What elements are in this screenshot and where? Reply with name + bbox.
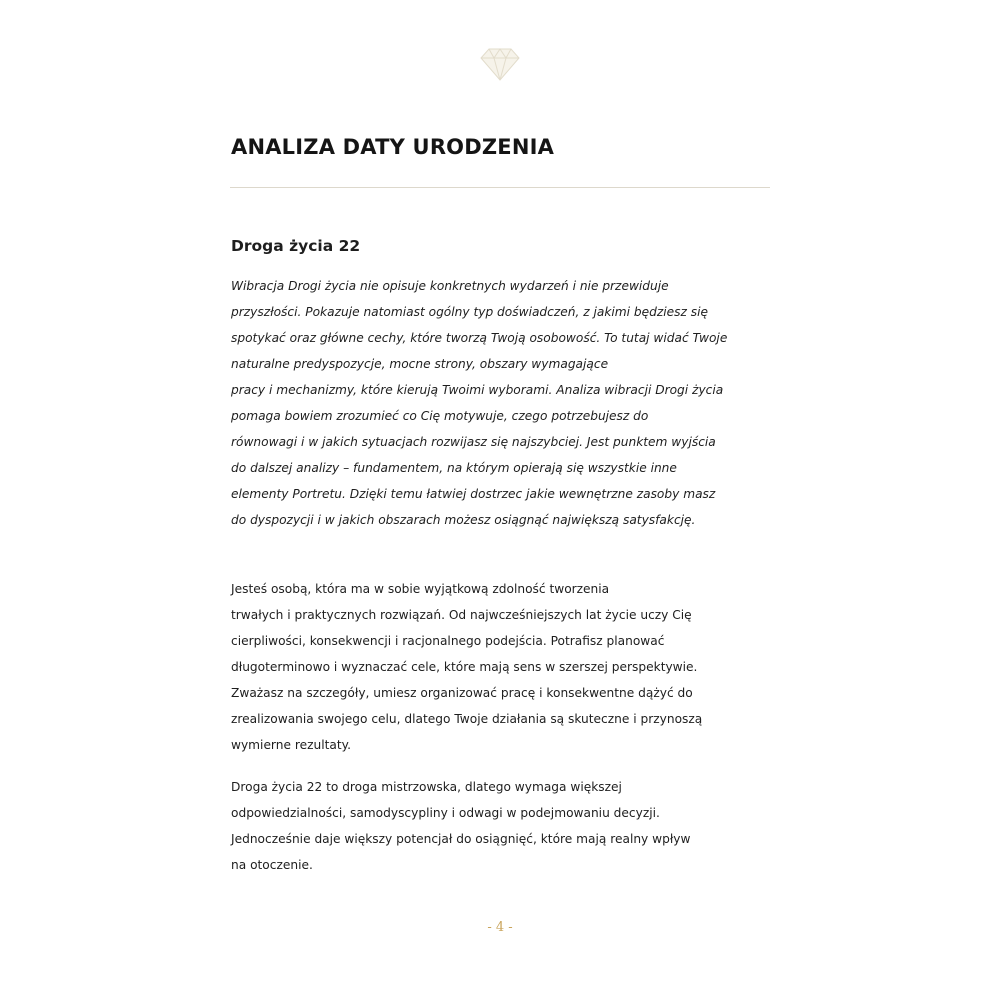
text-line: do dyspozycji i w jakich obszarach możesz osiągnąć największą satysfakcję.	[231, 513, 696, 527]
text-line: elementy Portretu. Dzięki temu łatwiej dostrzec jakie wewnętrzne zasoby masz	[231, 487, 716, 501]
page-number: - 4 -	[487, 920, 513, 935]
text-line: odpowiedzialności, samodyscypliny i odwagi w podejmowaniu decyzji.	[231, 806, 660, 820]
text-line: Jednocześnie daje większy potencjał do osiągnięć, które mają realny wpływ	[231, 832, 691, 846]
text-line: Zważasz na szczegóły, umiesz organizować pracę i konsekwentne dążyć do	[231, 686, 693, 700]
text-line: cierpliwości, konsekwencji i racjonalnego podejścia. Potrafisz planować	[231, 634, 665, 648]
divider	[230, 187, 770, 188]
diamond-icon	[480, 46, 520, 82]
text-line: przyszłości. Pokazuje natomiast ogólny typ doświadczeń, z jakimi będziesz się	[231, 305, 709, 319]
text-line: Jesteś osobą, która ma w sobie wyjątkową zdolność tworzenia	[231, 582, 610, 596]
page-title: ANALIZA DATY URODZENIA	[231, 135, 555, 159]
body-paragraph-2	[231, 774, 690, 878]
text-line: trwałych i praktycznych rozwiązań. Od najwcześniejszych lat życie uczy Cię	[231, 608, 692, 622]
text-line: wymierne rezultaty.	[231, 738, 351, 752]
text-line: naturalne predyspozycje, mocne strony, obszary wymagające	[231, 357, 609, 371]
text-line: zrealizowania swojego celu, dlatego Twoje działania są skuteczne i przynoszą	[231, 712, 703, 726]
text-line: Droga życia 22 to droga mistrzowska, dlatego wymaga większej	[231, 780, 622, 794]
text-line: Wibracja Drogi życia nie opisuje konkretnych wydarzeń i nie przewiduje	[231, 279, 669, 293]
body-paragraph-1	[231, 576, 702, 758]
text-line: pomaga bowiem zrozumieć co Cię motywuje, czego potrzebujesz do	[231, 409, 649, 423]
text-line: pracy i mechanizmy, które kierują Twoimi wyborami. Analiza wibracji Drogi życia	[231, 383, 724, 397]
text-line: długoterminowo i wyznaczać cele, które mają sens w szerszej perspektywie.	[231, 660, 698, 674]
intro-paragraph	[231, 273, 727, 533]
text-line: do dalszej analizy – fundamentem, na którym opierają się wszystkie inne	[231, 461, 677, 475]
section-title: Droga życia 22	[231, 237, 361, 255]
text-line: spotykać oraz główne cechy, które tworzą Twoją osobowość. To tutaj widać Twoje	[231, 331, 728, 345]
text-line: na otoczenie.	[231, 858, 313, 872]
text-line: równowagi i w jakich sytuacjach rozwijasz się najszybciej. Jest punktem wyjścia	[231, 435, 716, 449]
